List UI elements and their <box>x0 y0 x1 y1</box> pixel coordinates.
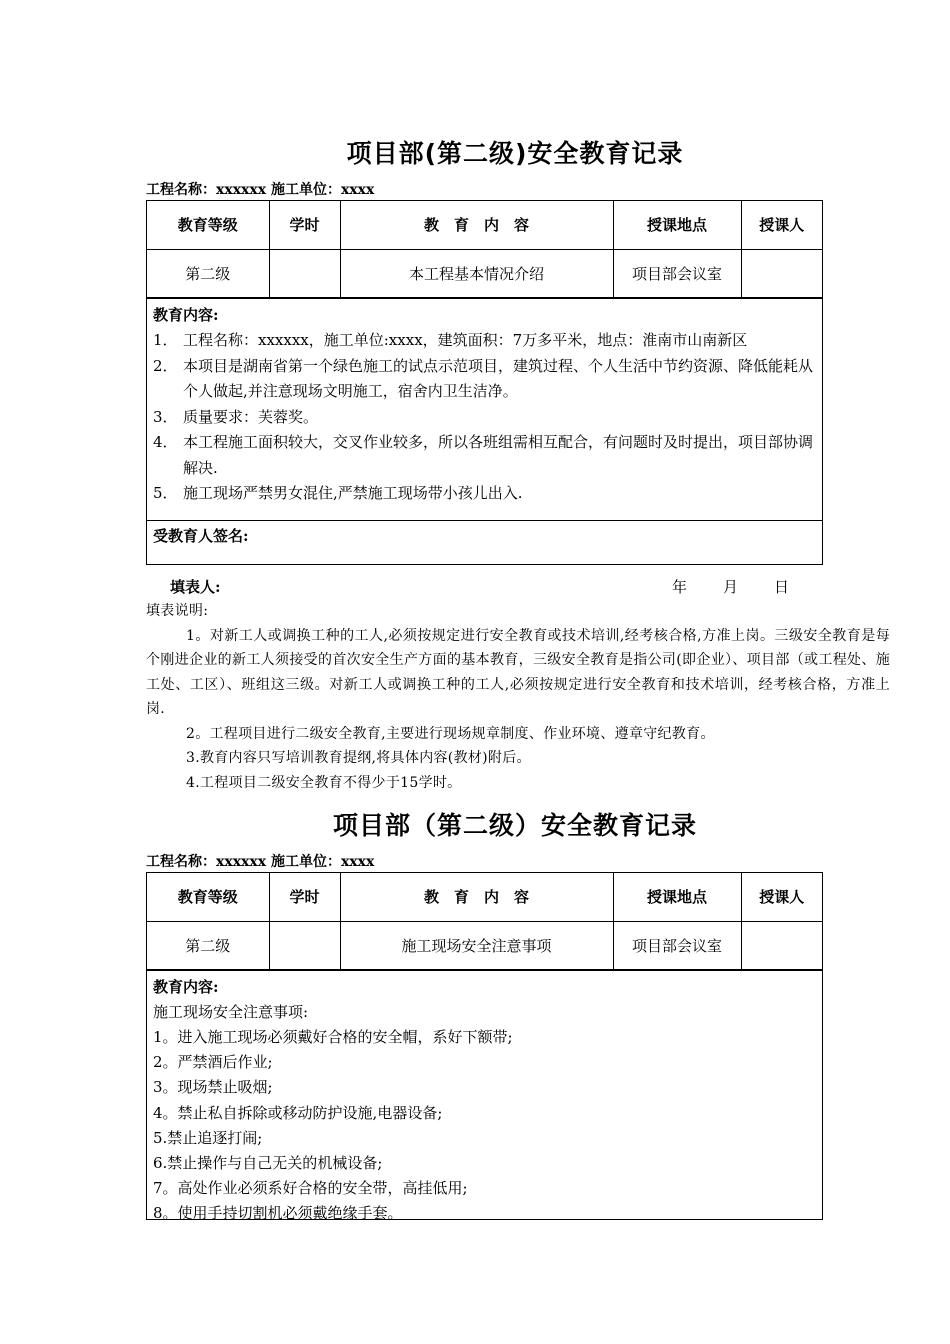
note-paragraph: 2。工程项目进行二级安全教育,主要进行现场规章制度、作业环境、遵章守纪教育。 <box>186 725 715 742</box>
record2-header-table <box>147 873 822 970</box>
note-paragraph: 3.教育内容只写培训教育提纲,将具体内容(教材)附后。 <box>186 750 531 766</box>
cell-hours <box>269 249 340 297</box>
list-item: 7。高处作业必须系好合格的安全带，高挂低用; <box>153 1179 468 1198</box>
date-day: 日 <box>774 578 790 596</box>
list-item: 施工现场安全注意事项: <box>153 1002 309 1021</box>
record1-content <box>147 298 822 520</box>
item-text: 施工现场严禁男女混住,严禁施工现场带小孩儿出入. <box>183 484 523 502</box>
cell-hours <box>269 921 340 969</box>
content-label: 教育内容: <box>153 977 219 996</box>
list-item <box>153 354 816 405</box>
record1-project-line: 工程名称：xxxxxx 施工单位：xxxx <box>146 182 375 198</box>
list-item: 3。现场禁止吸烟; <box>153 1078 273 1097</box>
header-location: 授课地点 <box>613 201 741 249</box>
item-text: 质量要求：芙蓉奖。 <box>183 407 319 426</box>
signature-field[interactable]: 受教育人签名: <box>147 520 822 564</box>
item-number: 2． <box>153 356 178 375</box>
header-content: 教 育 内 容 <box>340 201 613 249</box>
item-text: 本项目是湖南省第一个绿色施工的试点示范项目，建筑过程、个人生活中节约资源、降低能耗从个人做起,并注意现场文明施工，宿舍内卫生洁净。 <box>183 356 814 400</box>
header-content: 教 育 内 容 <box>340 873 613 921</box>
list-item: 5.禁止追逐打闹; <box>153 1128 263 1147</box>
date-year: 年 <box>672 578 688 596</box>
record2-title: 项目部（第二级）安全教育记录 <box>332 811 697 840</box>
date-line <box>672 576 825 597</box>
cell-content: 本工程基本情况介绍 <box>340 249 613 297</box>
filler-label: 填表人: <box>170 578 221 596</box>
list-item <box>153 405 816 431</box>
header-hours: 学时 <box>269 873 340 921</box>
header-hours: 学时 <box>269 201 340 249</box>
item-text: 本工程施工面积较大，交叉作业较多，所以各班组需相互配合，有问题时及时提出，项目部协调解决. <box>183 433 814 477</box>
cell-teacher <box>741 921 822 969</box>
list-item <box>153 481 816 507</box>
cell-level: 第二级 <box>147 249 269 297</box>
date-month: 月 <box>723 578 739 596</box>
item-text: 工程名称：xxxxxx，施工单位:xxxx，建筑面积：7万多平米，地点：淮南市山南新区 <box>183 331 748 349</box>
cell-level: 第二级 <box>147 921 269 969</box>
item-number: 1． <box>153 331 178 349</box>
record2-table <box>146 872 823 1223</box>
list-item <box>153 430 816 481</box>
notes-heading: 填表说明: <box>146 603 209 619</box>
header-teacher: 授课人 <box>741 873 822 921</box>
record1-header-table <box>147 201 822 298</box>
item-number: 5． <box>153 484 178 502</box>
record1-table <box>146 200 823 565</box>
header-location: 授课地点 <box>613 873 741 921</box>
list-item: 2。严禁酒后作业; <box>153 1053 273 1072</box>
item-number: 3． <box>153 407 178 426</box>
note-paragraph: 1。对新工人或调换工种的工人,必须按规定进行安全教育或技术培训,经考核合格,方准上岗。三级安全教育是每个刚进企业的新工人须接受的首次安全生产方面的基本教育，三级安全教育是指公司(即企业）、项目部（或工程处、施工处、工区）、班组这三级。对新工人或调换工种的工人,必须按规定进行安全教育和技术培训，经考核合格，方准上岗. <box>146 627 890 717</box>
header-level: 教育等级 <box>147 201 269 249</box>
header-level: 教育等级 <box>147 873 269 921</box>
record2-project-line: 工程名称：xxxxxx 施工单位：xxxx <box>146 854 375 870</box>
header-teacher: 授课人 <box>741 201 822 249</box>
fill-instructions <box>146 599 890 795</box>
list-item: 6.禁止操作与自己无关的机械设备; <box>153 1153 383 1172</box>
record1-title: 项目部(第二级)安全教育记录 <box>346 139 684 168</box>
list-item: 1。进入施工现场必须戴好合格的安全帽，系好下额带; <box>153 1027 513 1046</box>
cell-teacher <box>741 249 822 297</box>
cell-content: 施工现场安全注意事项 <box>340 921 613 969</box>
item-number: 4． <box>153 433 178 451</box>
note-paragraph: 4.工程项目二级安全教育不得少于15学时。 <box>186 774 462 791</box>
record2-content <box>147 970 822 1223</box>
list-item: 8。使用手持切割机必须戴绝缘手套。 <box>153 1204 403 1223</box>
cell-location: 项目部会议室 <box>613 921 741 969</box>
list-item <box>153 328 816 354</box>
cell-location: 项目部会议室 <box>613 249 741 297</box>
content-label: 教育内容: <box>153 305 219 324</box>
list-item: 4。禁止私自拆除或移动防护设施,电器设备; <box>153 1103 443 1122</box>
